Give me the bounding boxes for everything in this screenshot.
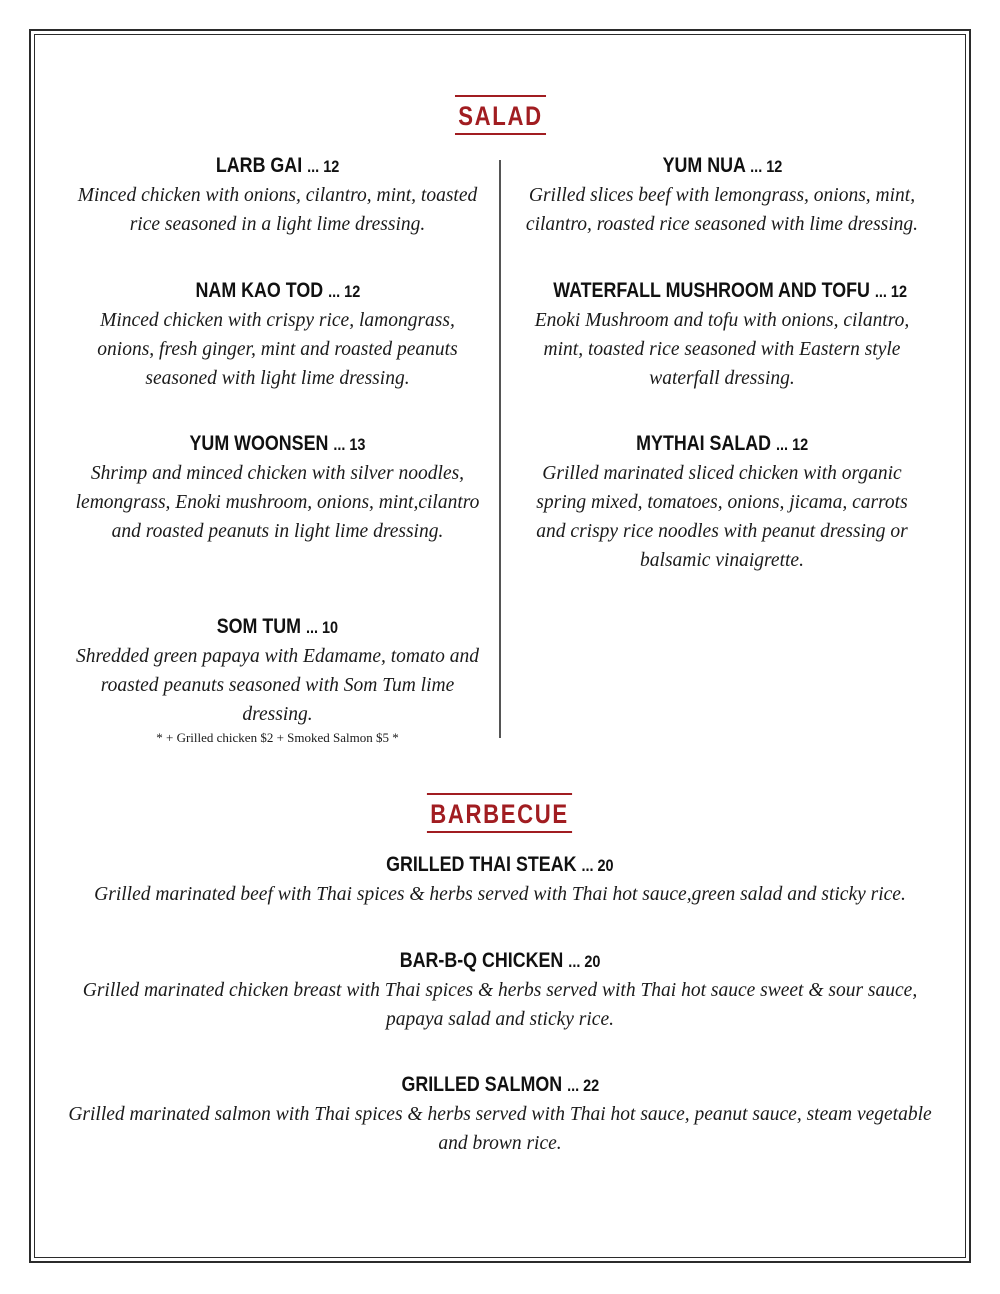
barbecue-section-heading xyxy=(0,793,1000,833)
item-title xyxy=(190,430,366,459)
menu-item-grilled-thai-steak xyxy=(60,851,940,909)
item-price: ... 20 xyxy=(568,952,601,971)
item-description: Shredded green papaya with Edamame, tomato and roasted peanuts seasoned with Som Tum lime dressing. xyxy=(75,646,480,725)
menu-item-grilled-salmon xyxy=(60,1071,940,1158)
item-description: Grilled marinated sliced chicken with organic spring mixed, tomatoes, onions, jicama, carrots and crispy rice noodles with peanut dressing or balsamic vinaigrette. xyxy=(536,463,908,571)
item-name: YUM NUA xyxy=(662,154,745,177)
item-description: Grilled marinated salmon with Thai spices & herbs served with Thai hot sauce, peanut sauce, steam vegetable and brown rice. xyxy=(68,1104,932,1154)
barbecue-title: BARBECUE xyxy=(427,793,572,833)
item-addon-note: * + Grilled chicken $2 + Smoked Salmon $5 * xyxy=(156,730,399,745)
menu-item-mythai-salad xyxy=(522,430,922,575)
item-description: Grilled slices beef with lemongrass, onions, mint, cilantro, roasted rice seasoned with lime dressing. xyxy=(525,185,919,235)
item-name: MYTHAI SALAD xyxy=(636,432,771,455)
item-description: Grilled marinated chicken breast with Thai spices & herbs served with Thai hot sauce sweet & sour sauce, papaya salad and sticky rice. xyxy=(82,980,918,1030)
item-price: ... 10 xyxy=(306,618,339,637)
item-name: GRILLED THAI STEAK xyxy=(386,853,577,876)
item-name: NAM KAO TOD xyxy=(195,279,323,302)
item-description: Enoki Mushroom and tofu with onions, cilantro, mint, toasted rice seasoned with Eastern style waterfall dressing. xyxy=(534,310,910,389)
item-title xyxy=(386,851,614,880)
menu-item-nam-kao-tod xyxy=(75,277,480,393)
item-title xyxy=(217,613,338,642)
item-title xyxy=(553,277,907,306)
item-title xyxy=(400,947,601,976)
menu-item-bar-b-q-chicken xyxy=(60,947,940,1034)
menu-item-larb-gai xyxy=(75,152,480,239)
item-price: ... 12 xyxy=(307,157,340,176)
item-title xyxy=(195,277,360,306)
item-price: ... 13 xyxy=(333,435,366,454)
menu-item-waterfall-mushroom-tofu xyxy=(522,277,922,393)
menu-item-som-tum xyxy=(75,613,480,747)
item-name: LARB GAI xyxy=(215,154,303,177)
item-title xyxy=(636,430,808,459)
item-name: SOM TUM xyxy=(216,615,302,638)
item-price: ... 12 xyxy=(775,435,808,454)
item-description: Grilled marinated beef with Thai spices & herbs served with Thai hot sauce,green salad and sticky rice. xyxy=(94,884,906,905)
item-title xyxy=(662,152,782,181)
item-name: YUM WOONSEN xyxy=(189,432,329,455)
item-price: ... 12 xyxy=(874,282,907,301)
salad-right-column xyxy=(522,0,922,760)
item-price: ... 12 xyxy=(327,282,360,301)
item-description: Minced chicken with onions, cilantro, mint, toasted rice seasoned in a light lime dressing. xyxy=(77,185,478,235)
column-divider xyxy=(499,160,501,738)
item-title xyxy=(401,1071,599,1100)
item-name: BAR-B-Q CHICKEN xyxy=(399,949,564,972)
menu-item-yum-woonsen xyxy=(75,430,480,546)
item-price: ... 22 xyxy=(566,1076,599,1095)
item-title xyxy=(216,152,339,181)
salad-left-column xyxy=(75,0,480,760)
item-description: Minced chicken with crispy rice, lamongrass, onions, fresh ginger, mint and roasted peanuts seasoned with light lime dressing. xyxy=(97,310,458,389)
menu-item-yum-nua xyxy=(522,152,922,239)
item-name: GRILLED SALMON xyxy=(401,1073,562,1096)
item-price: ... 20 xyxy=(581,856,614,875)
item-description: Shrimp and minced chicken with silver noodles, lemongrass, Enoki mushroom, onions, mint,cilantro and roasted peanuts in light lime dressing. xyxy=(75,463,480,542)
item-price: ... 12 xyxy=(749,157,782,176)
item-name: WATERFALL MUSHROOM AND TOFU xyxy=(553,279,870,302)
salad-title: SALAD xyxy=(454,95,545,135)
